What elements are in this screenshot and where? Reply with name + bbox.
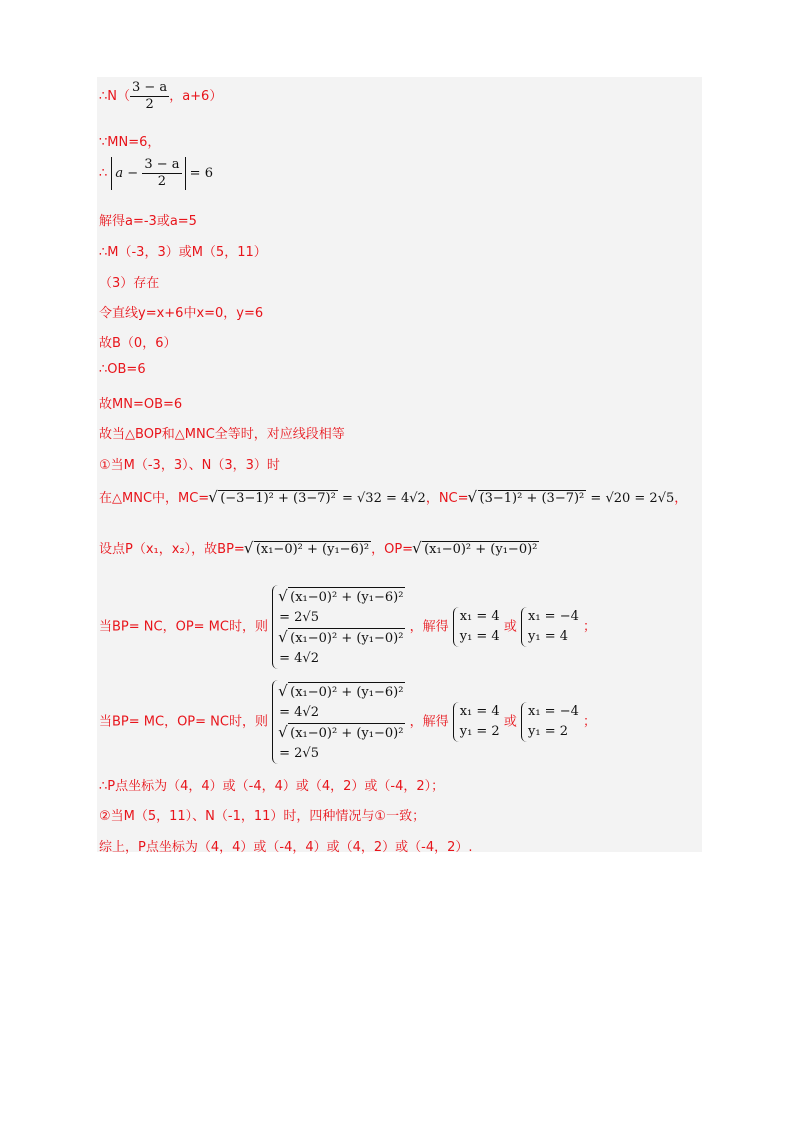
line-line-eq: 令直线y=x+6中x=0，y=6 — [99, 306, 264, 321]
line-solve-a: 解得a=-3或a=5 — [99, 214, 197, 229]
line-case2: ②当M（5，11）、N（-1，11）时，四种情况与①一致； — [99, 809, 426, 824]
line-b-coord: 故B（0，6） — [99, 336, 177, 351]
line-ob: ∴OB=6 — [99, 362, 146, 377]
line-mn-ob: 故MN=OB=6 — [99, 397, 183, 412]
line-n-coord: ∴N（ $\frac{3 - a}{2}$ ，a+6） — [99, 80, 223, 112]
line-congruent: 故当△BOP和△MNC全等时，对应线段相等 — [99, 427, 345, 442]
line-mc-nc: 在△MNC中，MC=√ (−3−1)² + (3−7)² = √32 = 4√2，NC=√ (3−1)² + (3−7)² = √20 = 2√5， — [99, 487, 687, 507]
line-part3-exists: （3）存在 — [99, 276, 160, 291]
line-bp-op: 设点P（x₁，x₂），故BP=√ (x₁−0)² + (y₁−6)² ，OP=√ (x₁−0)² + (y₁−0)² — [99, 538, 539, 558]
line-conclusion: 综上，P点坐标为（4，4）或（-4，4）或（4，2）或（-4，2）. — [99, 840, 473, 855]
line-m-coords: ∴M（-3，3）或M（5，11） — [99, 245, 267, 260]
line-system-1: 当BP= NC，OP= MC时，则 √ (x₁−0)² + (y₁−6)² = 2√5 √ (x₁−0)² + (y₁−0)² = 4√2 ，解得 x₁ = 4 y₁ = 4 或 x₁ = −4 y₁ = 4 ； — [99, 585, 596, 669]
line-p-coords: ∴P点坐标为（4，4）或（-4，4）或（4，2）或（-4，2）； — [99, 779, 445, 794]
line-mn-six: ∵MN=6， — [99, 135, 161, 150]
line-system-2: 当BP= MC，OP= NC时，则 √ (x₁−0)² + (y₁−6)² = 4√2 √ (x₁−0)² + (y₁−0)² = 2√5 ，解得 x₁ = 4 y₁ = 2 或 x₁ = −4 y₁ = 2 ； — [99, 680, 596, 764]
line-abs-equation: ∴ a − $\frac{3 - a}{2}$ = 6 — [99, 157, 213, 189]
line-case1: ①当M（-3，3）、N（3，3）时 — [99, 458, 280, 473]
